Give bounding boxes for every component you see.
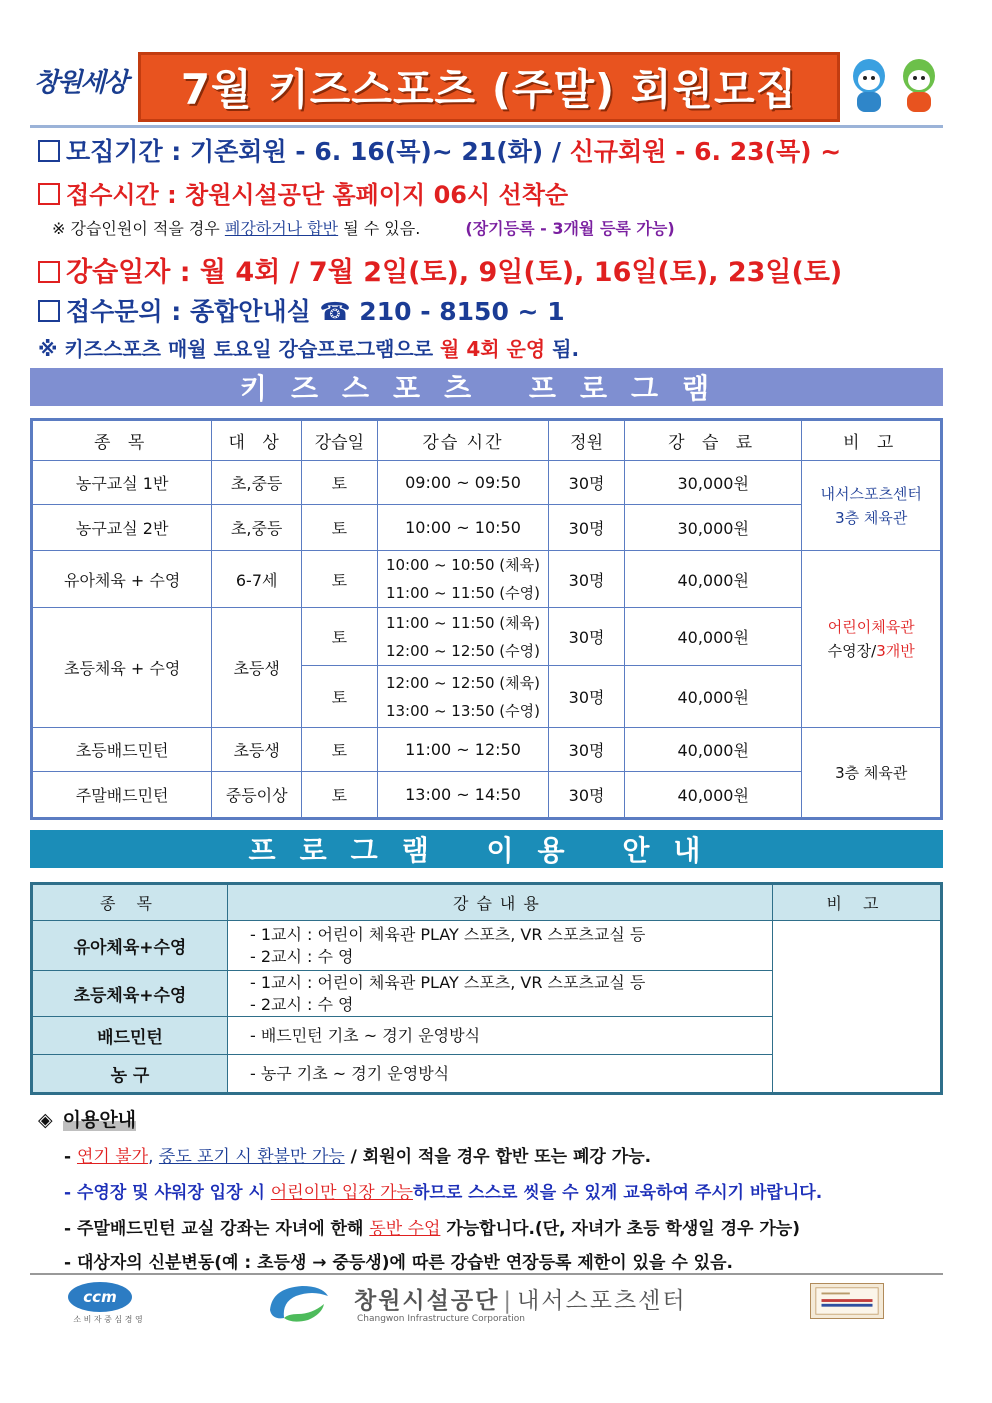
program-fee: 30,000원 (624, 461, 801, 505)
ccm-subtitle: 소 비 자 중 심 경 영 (73, 1315, 143, 1324)
program-time (377, 666, 548, 728)
ccm-logo-mark: ccm (68, 1282, 132, 1312)
monthly-prefix: ※ 키즈스포츠 매월 토요일 강습프로그램으로 (38, 337, 441, 361)
remark-line (802, 639, 940, 663)
guide-section-bar (30, 830, 943, 868)
page-title: 7월 키즈스포츠 (주말) 회원모집 (180, 65, 798, 114)
program-time (377, 551, 548, 608)
checkbox-square-icon (38, 140, 60, 162)
program-fee: 30,000원 (624, 505, 801, 551)
checkbox-square-icon (38, 183, 60, 205)
col-capacity: 정원 (549, 421, 625, 461)
checkbox-square-icon (38, 300, 60, 322)
program-target: 초등생 (212, 608, 302, 728)
certificate-icon (810, 1283, 884, 1319)
guide-name: 배드민턴 (33, 1017, 228, 1055)
guide-desc: - 배드민턴 기초 ~ 경기 운영방식 (227, 1017, 772, 1055)
program-target: 초등생 (212, 728, 302, 772)
usage-red: 연기 불가 (76, 1147, 149, 1167)
title-banner (138, 52, 840, 122)
program-name: 초등배드민턴 (33, 728, 212, 772)
program-table (30, 418, 943, 820)
footer-divider (30, 1273, 943, 1275)
usage-text: 하므로 스스로 씻을 수 있게 교육하여 주시기 바랍니다. (412, 1183, 823, 1203)
corporation-mark-icon (262, 1280, 332, 1326)
usage-red: 어린이만 입장 가능 (270, 1183, 413, 1203)
recruit-period (38, 132, 841, 168)
reception-time (38, 175, 568, 210)
program-capacity: 30명 (549, 666, 625, 728)
guide-desc (227, 921, 772, 971)
table-row (33, 461, 941, 505)
class-note (52, 216, 675, 239)
col-name: 종 목 (33, 885, 228, 921)
guide-section-title: 프로그램 이용 안내 (248, 834, 725, 867)
time-line: 10:00 ~ 10:50 (체육) (385, 556, 540, 574)
dates-text: 강습일자 : 월 4회 / 7월 2일(토), 9일(토), 16일(토), 23일(토) (66, 257, 843, 288)
program-capacity: 30명 (549, 728, 625, 772)
program-name: 주말배드민턴 (33, 772, 212, 818)
program-capacity: 30명 (549, 505, 625, 551)
program-time: 13:00 ~ 14:50 (377, 772, 548, 818)
program-day: 토 (302, 551, 378, 608)
guide-name: 농 구 (33, 1055, 228, 1093)
program-time: 09:00 ~ 09:50 (377, 461, 548, 505)
program-capacity: 30명 (549, 608, 625, 666)
corporation-logo (262, 1280, 722, 1330)
usage-title-text: 이용안내 (62, 1109, 137, 1131)
table-row (33, 921, 941, 971)
program-fee: 40,000원 (624, 608, 801, 666)
program-remark (802, 461, 941, 551)
class-dates (38, 250, 842, 289)
guide-line: - 2교시 : 수 영 (249, 946, 354, 966)
program-name: 유아체육 + 수영 (33, 551, 212, 608)
program-section-bar (30, 368, 943, 406)
usage-line (64, 1214, 800, 1239)
monthly-red: 월 4회 운영 (440, 337, 546, 361)
checkbox-square-icon (38, 261, 60, 283)
guide-line: - 1교시 : 어린이 체육관 PLAY 스포츠, VR 스포츠교실 등 (249, 924, 646, 944)
time-line: 11:00 ~ 11:50 (체육) (385, 613, 540, 632)
program-capacity: 30명 (549, 551, 625, 608)
contact-text: 접수문의 : 종합안내실 ☎ 210 - 8150 ~ 1 (66, 297, 565, 326)
remark-line: 3층 체육관 (835, 508, 908, 527)
program-fee: 40,000원 (624, 772, 801, 818)
program-day: 토 (302, 505, 378, 551)
remark-line: 3층 체육관 (835, 763, 908, 782)
header (30, 52, 945, 126)
guide-table (30, 882, 943, 1095)
program-capacity: 30명 (549, 772, 625, 818)
col-content: 강습내용 (227, 885, 772, 921)
col-time: 강습 시간 (377, 421, 548, 461)
program-day: 토 (302, 461, 378, 505)
program-name: 초등체육 + 수영 (33, 608, 212, 728)
guide-header-row (33, 885, 941, 921)
mascot-icon (847, 56, 943, 118)
program-time (377, 608, 548, 666)
usage-rest: / 회원이 적을 경우 합반 또는 폐강 가능. (344, 1147, 652, 1167)
program-section-title: 키즈스포츠 프로그램 (239, 372, 734, 405)
guide-line: - 2교시 : 수 영 (249, 994, 354, 1014)
usage-text: 가능합니다.(단, 자녀가 초등 학생일 경우 가능) (440, 1219, 800, 1239)
usage-text: - 수영장 및 샤워장 입장 시 (64, 1183, 271, 1203)
header-divider (30, 125, 943, 128)
usage-title (38, 1105, 136, 1132)
guide-desc (227, 971, 772, 1017)
program-time: 11:00 ~ 12:50 (377, 728, 548, 772)
usage-red: 동반 수업 (369, 1219, 441, 1239)
col-remark: 비 고 (802, 421, 941, 461)
remark-classes: 3개반 (876, 642, 915, 660)
guide-name: 유아체육+수영 (33, 921, 228, 971)
note-underline: 폐강하거나 합반 (224, 219, 339, 238)
ccm-logo (58, 1282, 158, 1324)
time-line: 13:00 ~ 13:50 (수영) (385, 701, 540, 720)
program-header-row (33, 421, 941, 461)
guide-line: - 1교시 : 어린이 체육관 PLAY 스포츠, VR 스포츠교실 등 (249, 972, 646, 992)
col-target: 대 상 (212, 421, 302, 461)
usage-text: - 주말배드민턴 교실 강좌는 자녀에 한해 (64, 1219, 370, 1239)
program-remark (802, 728, 941, 818)
col-fee: 강 습 료 (624, 421, 801, 461)
corporation-english-name: Changwon Infrastructure Corporation (357, 1314, 525, 1324)
reception-text: 접수시간 : 창원시설공단 홈페이지 06시 선착순 (66, 181, 569, 209)
remark-line: 내서스포츠센터 (820, 484, 922, 503)
program-target: 6-7세 (212, 551, 302, 608)
contact-info (38, 292, 565, 328)
usage-line (64, 1178, 822, 1203)
period-existing: 모집기간 : 기존회원 - 6. 16(목)~ 21(화) / (66, 137, 570, 166)
program-remark (802, 551, 941, 728)
long-term-note: (장기등록 - 3개월 등록 가능) (465, 219, 675, 238)
corp-center-text: 내서스포츠센터 (517, 1288, 687, 1314)
program-target: 초,중등 (212, 505, 302, 551)
note-suffix: 될 수 있음. (338, 219, 421, 238)
program-time: 10:00 ~ 10:50 (377, 505, 548, 551)
program-name: 농구교실 1반 (33, 461, 212, 505)
col-remark: 비 고 (772, 885, 940, 921)
remark-line: 어린이체육관 (827, 618, 915, 636)
usage-line: - 연기 불가, 중도 포기 시 환불만 가능 / 회원이 적을 경우 합반 또는 폐강 가능. (64, 1147, 652, 1167)
logo-text: 창원세상 (34, 68, 127, 98)
time-line: 12:00 ~ 12:50 (수영) (385, 641, 540, 660)
monthly-suffix: 됨. (545, 337, 580, 361)
remark-pool: 수영장/ (827, 642, 877, 660)
table-row (33, 728, 941, 772)
program-day: 토 (302, 772, 378, 818)
changwon-logo (34, 62, 134, 112)
col-day: 강습일 (302, 421, 378, 461)
program-target: 초,중등 (212, 461, 302, 505)
corp-name-text: 창원시설공단 (354, 1288, 500, 1314)
guide-name: 초등체육+수영 (33, 971, 228, 1017)
program-day: 토 (302, 608, 378, 666)
corporation-name: 창원시설공단 | 내서스포츠센터 (354, 1288, 687, 1314)
guide-desc: - 농구 기초 ~ 경기 운영방식 (227, 1055, 772, 1093)
program-fee: 40,000원 (624, 728, 801, 772)
usage-line: - 대상자의 신분변동(예 : 초등생 → 중등생)에 따른 강습반 연장등록 제한이 있을 수 있음. (64, 1253, 733, 1273)
program-capacity: 30명 (549, 461, 625, 505)
program-target: 중등이상 (212, 772, 302, 818)
note-prefix: ※ 강습인원이 적을 경우 (52, 219, 225, 238)
time-line: 12:00 ~ 12:50 (체육) (385, 673, 540, 692)
usage-comma: , (148, 1147, 159, 1167)
program-name: 농구교실 2반 (33, 505, 212, 551)
col-name: 종 목 (33, 421, 212, 461)
table-row (33, 551, 941, 608)
time-line: 11:00 ~ 11:50 (수영) (385, 584, 540, 602)
period-new: 신규회원 - 6. 23(목) ~ (569, 137, 842, 166)
program-day: 토 (302, 666, 378, 728)
monthly-note (38, 333, 579, 362)
diamond-icon: ◈ (38, 1109, 53, 1131)
program-fee: 40,000원 (624, 666, 801, 728)
usage-blue: 중도 포기 시 환불만 가능 (158, 1147, 345, 1167)
program-day: 토 (302, 728, 378, 772)
program-fee: 40,000원 (624, 551, 801, 608)
guide-remark (772, 921, 940, 1093)
